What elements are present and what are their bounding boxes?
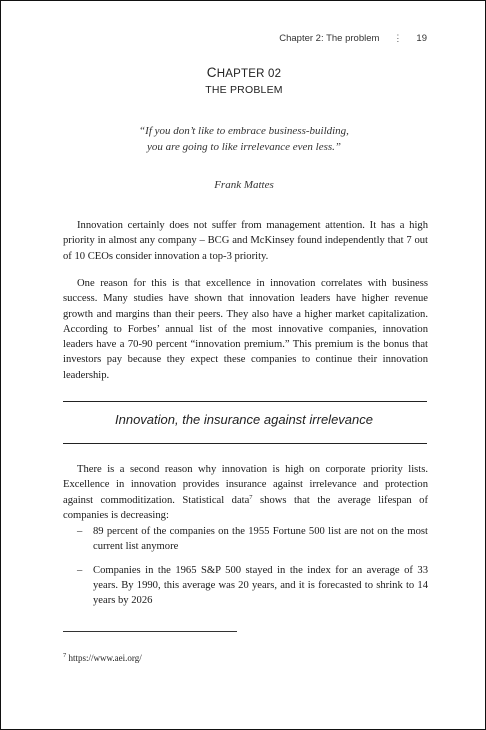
footnote	[63, 653, 142, 663]
bullet-dash: –	[77, 526, 83, 537]
paragraph-3	[63, 462, 428, 523]
footnote-rule	[63, 631, 237, 632]
list-item	[63, 563, 428, 609]
section-rule-top	[63, 401, 427, 402]
paragraph-3-after: shows that the average lifespan of companies is decreasing:	[63, 494, 429, 521]
bullet-dash: –	[77, 564, 83, 576]
chapter-number	[1, 65, 486, 80]
list-item-text: 89 percent of the companies on the 1955 Fortune 500 list are not on the most current list anymore	[93, 526, 428, 553]
epigraph-line-2: you are going to like irrelevance even less.”	[146, 141, 342, 153]
running-head-separator: ⋮	[393, 33, 403, 43]
paragraph-1-text: Innovation certainly does not suffer from management attention. It has a high priority in almost any company – BCG and McKinsey found independently that 7 out of 10 CEOs consider innovation a top-3 priority.	[63, 220, 428, 262]
chapter-title: THE PROBLEM	[205, 84, 283, 96]
running-head	[279, 33, 427, 44]
chapter-label-rest: HAPTER 02	[216, 68, 282, 80]
epigraph-line-1: “If you don’t like to embrace business-building,	[139, 125, 349, 137]
list-item	[63, 524, 428, 555]
footnote-reference: 7	[249, 493, 253, 501]
footnote-link[interactable]: https://www.aei.org/	[66, 653, 142, 663]
running-head-chapter: Chapter 2: The problem	[279, 33, 380, 44]
section-heading: Innovation, the insurance against irrelevance	[115, 412, 373, 427]
epigraph-author: Frank Mattes	[214, 179, 274, 191]
paragraph-1	[63, 218, 428, 264]
chapter-label-initial: C	[206, 65, 217, 80]
footnote-marker: 7	[63, 652, 67, 659]
list-item-text: Companies in the 1965 S&P 500 stayed in the index for an average of 33 years. By 1990, this average was 20 years, and it is forecasted to shrink to 14 years by 2026	[93, 564, 428, 607]
paragraph-2	[63, 276, 428, 383]
page-number: 19	[416, 33, 427, 44]
paragraph-2-text: One reason for this is that excellence in innovation correlates with business success. Many studies have shown that innovation leaders have higher revenue growth and margins than their peers. They also have a higher market capitalization. According to Forbes’ annual list of the most innovative companies, innovation leaders have a 70-90 percent “innovation premium.” This premium is the bonus that investors pay because they expect these companies to continue their innovation leadership.	[63, 278, 428, 381]
paragraph-3-before: There is a second reason why innovation is high on corporate priority lists. Excellence in innovation provides insurance against irrelevance and protection against commoditization. Statistical data	[63, 464, 428, 506]
bullet-list	[63, 524, 428, 616]
chapter-heading	[1, 65, 486, 96]
section-rule-bottom	[63, 443, 427, 444]
epigraph-quote	[1, 123, 486, 155]
paragraph-3-text	[63, 462, 428, 523]
